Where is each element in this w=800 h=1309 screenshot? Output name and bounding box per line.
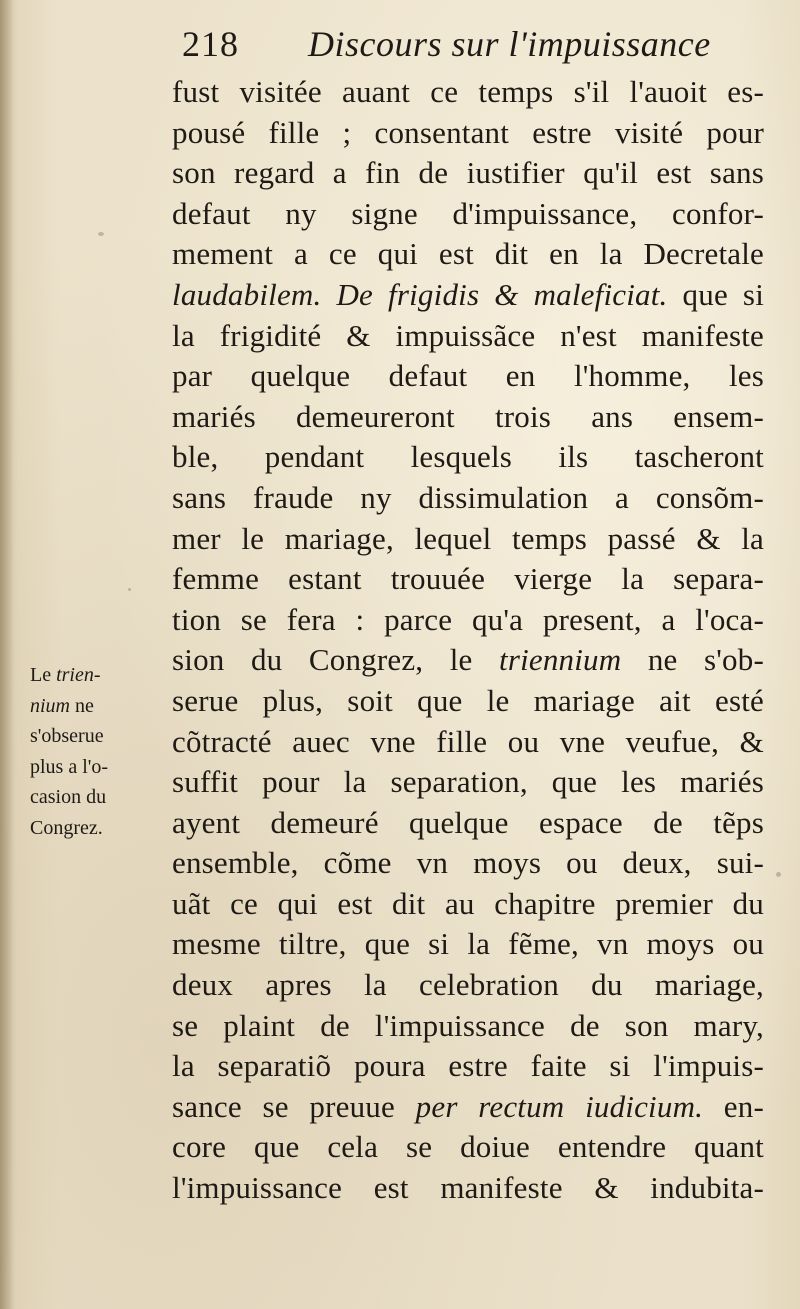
- margin-note-line: Congrez.: [30, 816, 103, 839]
- text-line: fust visitée auant ce temps s'il l'auoit es-: [172, 74, 764, 109]
- body-text: [172, 72, 764, 1209]
- italic-text: laudabilem.: [172, 276, 322, 312]
- text-line: se plaint de l'impuissance de son mary,: [172, 1007, 764, 1043]
- text-segment: que si: [667, 276, 764, 312]
- text-line: [172, 1087, 764, 1128]
- italic-text: triennium: [499, 642, 622, 678]
- margin-note: [30, 660, 152, 843]
- text-line: ayent demeuré quelque espace de tẽps: [172, 804, 764, 840]
- text-segment: en-: [703, 1088, 764, 1124]
- text-line: l'impuissance est manifeste & indubita-: [172, 1170, 764, 1206]
- text-line: mement a ce qui est dit en la Decretale: [172, 236, 764, 272]
- margin-note-line: plus a l'o-: [30, 755, 109, 778]
- italic-text: trien-: [56, 664, 101, 686]
- text-line: [172, 640, 764, 681]
- margin-note-line: [30, 691, 152, 722]
- text-line: core que cela se doiue entendre quant: [172, 1129, 764, 1165]
- text-line: pousé fille ; consentant estre visité pour: [172, 114, 764, 150]
- text-line: la separatiõ poura estre faite si l'impuis-: [172, 1048, 764, 1084]
- text-line: ble, pendant lesquels ils tascheront: [172, 439, 764, 475]
- paper-speck: [776, 872, 781, 877]
- text-line: suffit pour la separation, que les mariés: [172, 764, 764, 800]
- paper-speck: [128, 588, 131, 591]
- text-line: mer le mariage, lequel temps passé & la: [172, 520, 764, 556]
- text-segment: ne s'ob-: [621, 642, 764, 678]
- text-line: ensemble, cõme vn moys ou deux, sui-: [172, 845, 764, 881]
- text-segment: ne: [70, 694, 94, 717]
- text-line: la frigidité & impuissãce n'est manifeste: [172, 317, 764, 353]
- binding-gutter-shadow: [0, 0, 14, 1309]
- text-line: cõtracté auec vne fille ou vne veufue, &: [172, 723, 764, 759]
- running-title: Discours sur l'impuissance: [308, 24, 711, 64]
- text-line: tion se fera : parce qu'a present, a l'oca-: [172, 601, 764, 637]
- margin-note-line: casion du: [30, 786, 107, 808]
- text-line: uãt ce qui est dit au chapitre premier du: [172, 885, 764, 921]
- text-line: mesme tiltre, que si la fẽme, vn moys ou: [172, 926, 764, 962]
- text-segment: [321, 277, 336, 312]
- text-segment: sion du Congrez, le: [172, 642, 499, 678]
- margin-note-line: [30, 660, 152, 691]
- text-line: mariés demeureront trois ans ensem-: [172, 398, 764, 434]
- text-line: serue plus, soit que le mariage ait esté: [172, 682, 764, 718]
- text-line: deux apres la celebration du mariage,: [172, 967, 764, 1003]
- text-line: defaut ny signe d'impuissance, confor-: [172, 195, 764, 231]
- italic-text: nium: [30, 694, 70, 717]
- italic-text: De frigidis & maleficiat.: [336, 276, 668, 312]
- text-line: par quelque defaut en l'homme, les: [172, 358, 764, 394]
- page-number: 218: [182, 24, 239, 64]
- text-segment: Le: [30, 664, 57, 686]
- text-line: sans fraude ny dissimulation a consõm-: [172, 479, 764, 515]
- margin-note-line: s'obserue: [30, 725, 104, 747]
- italic-text: per rectum iudicium.: [415, 1088, 704, 1124]
- text-line: femme estant trouuée vierge la separa-: [172, 561, 764, 597]
- paper-speck: [98, 232, 104, 236]
- text-line: son regard a fin de iustifier qu'il est sans: [172, 155, 764, 191]
- text-segment: sance se preuue: [172, 1088, 416, 1124]
- text-line: [172, 275, 764, 316]
